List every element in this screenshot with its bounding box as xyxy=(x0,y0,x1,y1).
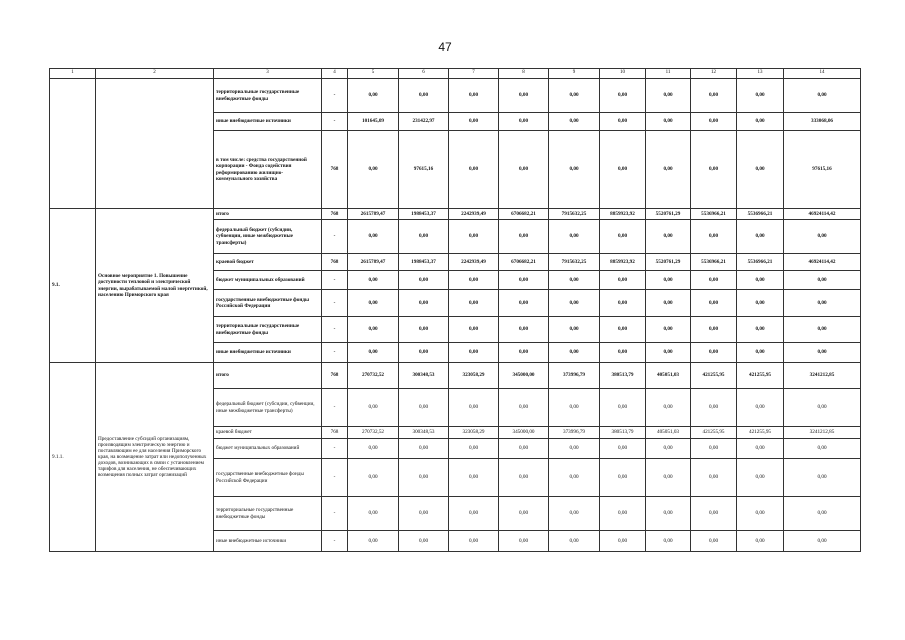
funding-source: территориальные государственные внебюджетные фонды xyxy=(214,79,322,113)
year-value: 0,00 xyxy=(646,497,691,531)
column-number-cell: 8 xyxy=(499,69,549,79)
year-value: 0,00 xyxy=(449,459,499,497)
year-value: 0,00 xyxy=(646,220,691,254)
total-value: 97615,16 xyxy=(784,131,861,209)
year-value: 0,00 xyxy=(600,131,646,209)
year-value: 0,00 xyxy=(600,113,646,131)
funding-source: территориальные государственные внебюджетные фонды xyxy=(214,317,322,343)
year-value: 0,00 xyxy=(600,220,646,254)
year-value: 0,00 xyxy=(691,343,737,363)
year-value: 323058,29 xyxy=(449,363,499,389)
year-value: 5536966,21 xyxy=(737,209,784,220)
year-value: 0,00 xyxy=(549,113,600,131)
year-value: 5536966,21 xyxy=(737,254,784,271)
year-value: 0,00 xyxy=(449,271,499,290)
year-value: 0,00 xyxy=(499,497,549,531)
column-number-cell: 14 xyxy=(784,69,861,79)
total-value: 0,00 xyxy=(784,343,861,363)
year-value: 0,00 xyxy=(691,271,737,290)
total-value: 0,00 xyxy=(784,531,861,552)
year-value: 0,00 xyxy=(691,113,737,131)
year-value: 0,00 xyxy=(691,131,737,209)
funding-source: территориальные государственные внебюджетные фонды xyxy=(214,497,322,531)
year-value: 0,00 xyxy=(549,439,600,459)
table-row xyxy=(50,363,861,389)
year-value: 345000,00 xyxy=(499,363,549,389)
total-value: 0,00 xyxy=(784,317,861,343)
total-value: 0,00 xyxy=(784,389,861,427)
year-value: 0,00 xyxy=(691,531,737,552)
year-value: 0,00 xyxy=(499,343,549,363)
budget-code: 768 xyxy=(322,254,348,271)
year-value: 1988453,37 xyxy=(399,254,449,271)
year-value: 380513,79 xyxy=(600,427,646,439)
year-value: 0,00 xyxy=(737,531,784,552)
year-value: 270732,52 xyxy=(348,363,399,389)
year-value: 0,00 xyxy=(499,439,549,459)
year-value: 0,00 xyxy=(737,113,784,131)
year-value: 0,00 xyxy=(737,389,784,427)
year-value: 0,00 xyxy=(600,290,646,317)
year-value: 5536966,21 xyxy=(691,254,737,271)
year-value: 405051,03 xyxy=(646,363,691,389)
budget-code: - xyxy=(322,79,348,113)
funding-source: бюджет муниципальных образований xyxy=(214,439,322,459)
year-value: 0,00 xyxy=(549,79,600,113)
year-value: 0,00 xyxy=(449,290,499,317)
total-value: 0,00 xyxy=(784,79,861,113)
year-value: 0,00 xyxy=(646,389,691,427)
year-value: 380513,79 xyxy=(600,363,646,389)
funding-source: государственные внебюджетные фонды Российской Федерации xyxy=(214,459,322,497)
year-value: 2615789,47 xyxy=(348,209,399,220)
year-value: 0,00 xyxy=(737,79,784,113)
budget-code: - xyxy=(322,343,348,363)
year-value: 0,00 xyxy=(549,131,600,209)
year-value: 0,00 xyxy=(499,220,549,254)
column-number-cell: 12 xyxy=(691,69,737,79)
total-value: 46924114,42 xyxy=(784,209,861,220)
year-value: 0,00 xyxy=(449,343,499,363)
year-value: 0,00 xyxy=(399,531,449,552)
total-value: 333068,06 xyxy=(784,113,861,131)
year-value: 6706682,21 xyxy=(499,209,549,220)
total-value: 3241212,85 xyxy=(784,427,861,439)
column-number-cell: 6 xyxy=(399,69,449,79)
year-value: 0,00 xyxy=(449,113,499,131)
measure-group xyxy=(50,363,861,552)
funding-source: краевой бюджет xyxy=(214,254,322,271)
year-value: 0,00 xyxy=(600,531,646,552)
year-value: 0,00 xyxy=(646,290,691,317)
column-number-cell: 2 xyxy=(96,69,214,79)
year-value: 0,00 xyxy=(449,131,499,209)
year-value: 0,00 xyxy=(348,271,399,290)
year-value: 7915632,25 xyxy=(549,254,600,271)
year-value: 0,00 xyxy=(399,290,449,317)
year-value: 0,00 xyxy=(549,459,600,497)
year-value: 5520761,29 xyxy=(646,254,691,271)
funding-source: федеральный бюджет (субсидии, субвенции, иные межбюджетные трансферты) xyxy=(214,220,322,254)
year-value: 0,00 xyxy=(737,343,784,363)
year-value: 0,00 xyxy=(348,439,399,459)
year-value: 0,00 xyxy=(399,271,449,290)
column-number-cell: 11 xyxy=(646,69,691,79)
funding-source: итого xyxy=(214,363,322,389)
year-value: 0,00 xyxy=(399,459,449,497)
year-value: 0,00 xyxy=(737,439,784,459)
column-number-cell: 9 xyxy=(549,69,600,79)
page-number: 47 xyxy=(438,40,452,54)
year-value: 0,00 xyxy=(549,220,600,254)
budget-code: - xyxy=(322,113,348,131)
year-value: 373996,79 xyxy=(549,427,600,439)
year-value: 0,00 xyxy=(348,497,399,531)
year-value: 0,00 xyxy=(691,497,737,531)
budget-code: - xyxy=(322,220,348,254)
year-value: 0,00 xyxy=(449,497,499,531)
year-value: 0,00 xyxy=(348,290,399,317)
year-value: 421255,95 xyxy=(737,427,784,439)
year-value: 0,00 xyxy=(549,531,600,552)
year-value: 0,00 xyxy=(499,113,549,131)
year-value: 0,00 xyxy=(600,317,646,343)
funding-source: иные внебюджетные источники xyxy=(214,531,322,552)
measure-group xyxy=(50,79,861,209)
total-value: 46924114,42 xyxy=(784,254,861,271)
year-value: 0,00 xyxy=(600,79,646,113)
year-value: 8859923,92 xyxy=(600,209,646,220)
year-value: 0,00 xyxy=(646,343,691,363)
year-value: 97615,16 xyxy=(399,131,449,209)
budget-code: - xyxy=(322,531,348,552)
year-value: 0,00 xyxy=(348,531,399,552)
year-value: 0,00 xyxy=(499,271,549,290)
year-value: 0,00 xyxy=(691,439,737,459)
column-number-cell: 3 xyxy=(214,69,322,79)
total-value: 0,00 xyxy=(784,271,861,290)
year-value: 0,00 xyxy=(549,290,600,317)
column-number-cell: 7 xyxy=(449,69,499,79)
year-value: 0,00 xyxy=(449,389,499,427)
year-value: 300348,53 xyxy=(399,427,449,439)
year-value: 0,00 xyxy=(399,497,449,531)
year-value: 0,00 xyxy=(691,79,737,113)
budget-code: - xyxy=(322,317,348,343)
budget-code: - xyxy=(322,271,348,290)
year-value: 0,00 xyxy=(399,439,449,459)
column-number-cell: 5 xyxy=(348,69,399,79)
year-value: 0,00 xyxy=(549,389,600,427)
year-value: 0,00 xyxy=(499,389,549,427)
year-value: 405051,03 xyxy=(646,427,691,439)
column-number-cell: 1 xyxy=(50,69,96,79)
column-number-cell: 10 xyxy=(600,69,646,79)
year-value: 0,00 xyxy=(646,131,691,209)
year-value: 1988453,37 xyxy=(399,209,449,220)
year-value: 0,00 xyxy=(737,497,784,531)
table-row xyxy=(50,79,861,113)
year-value: 421255,95 xyxy=(737,363,784,389)
year-value: 0,00 xyxy=(348,389,399,427)
year-value: 0,00 xyxy=(646,439,691,459)
measure-description xyxy=(96,79,214,209)
year-value: 0,00 xyxy=(399,79,449,113)
year-value: 0,00 xyxy=(737,290,784,317)
year-value: 0,00 xyxy=(549,317,600,343)
year-value: 0,00 xyxy=(737,459,784,497)
year-value: 0,00 xyxy=(499,459,549,497)
funding-source: итого xyxy=(214,209,322,220)
year-value: 0,00 xyxy=(348,317,399,343)
year-value: 0,00 xyxy=(600,497,646,531)
year-value: 2242939,49 xyxy=(449,254,499,271)
year-value: 0,00 xyxy=(449,79,499,113)
year-value: 0,00 xyxy=(691,459,737,497)
year-value: 0,00 xyxy=(499,531,549,552)
year-value: 0,00 xyxy=(348,220,399,254)
measure-number: 9.1. xyxy=(50,209,96,363)
year-value: 0,00 xyxy=(549,497,600,531)
total-value: 0,00 xyxy=(784,497,861,531)
budget-code: - xyxy=(322,497,348,531)
year-value: 345000,00 xyxy=(499,427,549,439)
year-value: 0,00 xyxy=(549,271,600,290)
year-value: 0,00 xyxy=(399,317,449,343)
year-value: 0,00 xyxy=(737,131,784,209)
year-value: 0,00 xyxy=(449,531,499,552)
column-number-row xyxy=(50,69,861,79)
year-value: 0,00 xyxy=(646,271,691,290)
year-value: 0,00 xyxy=(646,459,691,497)
budget-code: - xyxy=(322,389,348,427)
year-value: 0,00 xyxy=(600,343,646,363)
year-value: 0,00 xyxy=(549,343,600,363)
year-value: 0,00 xyxy=(600,389,646,427)
funding-source: иные внебюджетные источники xyxy=(214,113,322,131)
year-value: 300348,53 xyxy=(399,363,449,389)
year-value: 0,00 xyxy=(691,389,737,427)
budget-code: - xyxy=(322,459,348,497)
funding-source: в том числе: средства государственной корпорации - Фонда содействия реформированию жилищно-коммунального хозяйства xyxy=(214,131,322,209)
year-value: 0,00 xyxy=(691,290,737,317)
measure-description: Предоставление субсидий организациям, производящим электрическую энергию и поставляющим ее для населения Приморского края, на возмещение затрат или недополученных доходов, возникающих в связи с установлением тарифов для населения, не обеспечивающих возмещения полных затрат организаций xyxy=(96,363,214,552)
budget-code: 768 xyxy=(322,131,348,209)
measure-number xyxy=(50,79,96,209)
table-row xyxy=(50,209,861,220)
year-value: 270732,52 xyxy=(348,427,399,439)
budget-code: - xyxy=(322,290,348,317)
year-value: 421255,95 xyxy=(691,363,737,389)
year-value: 0,00 xyxy=(449,220,499,254)
funding-source: краевой бюджет xyxy=(214,427,322,439)
year-value: 0,00 xyxy=(600,271,646,290)
funding-source: иные внебюджетные источники xyxy=(214,343,322,363)
year-value: 0,00 xyxy=(646,317,691,343)
budget-table xyxy=(49,68,861,552)
year-value: 0,00 xyxy=(691,317,737,343)
year-value: 0,00 xyxy=(499,79,549,113)
budget-code: 768 xyxy=(322,209,348,220)
funding-source: государственные внебюджетные фонды Российской Федерации xyxy=(214,290,322,317)
budget-code: - xyxy=(322,439,348,459)
year-value: 0,00 xyxy=(449,317,499,343)
budget-code: 768 xyxy=(322,427,348,439)
column-number-cell: 4 xyxy=(322,69,348,79)
year-value: 0,00 xyxy=(646,79,691,113)
year-value: 0,00 xyxy=(348,131,399,209)
year-value: 0,00 xyxy=(399,220,449,254)
total-value: 0,00 xyxy=(784,220,861,254)
year-value: 2615789,47 xyxy=(348,254,399,271)
year-value: 6706682,21 xyxy=(499,254,549,271)
total-value: 3241212,85 xyxy=(784,363,861,389)
year-value: 0,00 xyxy=(399,343,449,363)
year-value: 0,00 xyxy=(449,439,499,459)
year-value: 2242939,49 xyxy=(449,209,499,220)
year-value: 0,00 xyxy=(600,459,646,497)
year-value: 0,00 xyxy=(348,343,399,363)
year-value: 0,00 xyxy=(499,131,549,209)
year-value: 0,00 xyxy=(737,220,784,254)
year-value: 0,00 xyxy=(646,531,691,552)
year-value: 373996,79 xyxy=(549,363,600,389)
funding-source: федеральный бюджет (субсидии, субвенции, иные межбюджетные трансферты) xyxy=(214,389,322,427)
funding-source: бюджет муниципальных образований xyxy=(214,271,322,290)
total-value: 0,00 xyxy=(784,439,861,459)
year-value: 8859923,92 xyxy=(600,254,646,271)
year-value: 323058,29 xyxy=(449,427,499,439)
year-value: 0,00 xyxy=(348,79,399,113)
year-value: 0,00 xyxy=(737,271,784,290)
table-header xyxy=(50,69,861,79)
budget-code: 768 xyxy=(322,363,348,389)
year-value: 0,00 xyxy=(600,439,646,459)
year-value: 0,00 xyxy=(399,389,449,427)
year-value: 231422,97 xyxy=(399,113,449,131)
year-value: 5536966,21 xyxy=(691,209,737,220)
total-value: 0,00 xyxy=(784,459,861,497)
year-value: 7915632,25 xyxy=(549,209,600,220)
year-value: 0,00 xyxy=(691,220,737,254)
year-value: 101645,09 xyxy=(348,113,399,131)
measure-number: 9.1.1. xyxy=(50,363,96,552)
year-value: 421255,95 xyxy=(691,427,737,439)
year-value: 0,00 xyxy=(499,290,549,317)
measure-description: Основное мероприятие 1. Повышение доступности тепловой и электрической энергии, вырабатываемой малой энергетикой, населению Приморского края xyxy=(96,209,214,363)
year-value: 5520761,29 xyxy=(646,209,691,220)
total-value: 0,00 xyxy=(784,290,861,317)
year-value: 0,00 xyxy=(499,317,549,343)
measure-group xyxy=(50,209,861,363)
year-value: 0,00 xyxy=(646,113,691,131)
column-number-cell: 13 xyxy=(737,69,784,79)
year-value: 0,00 xyxy=(348,459,399,497)
year-value: 0,00 xyxy=(737,317,784,343)
